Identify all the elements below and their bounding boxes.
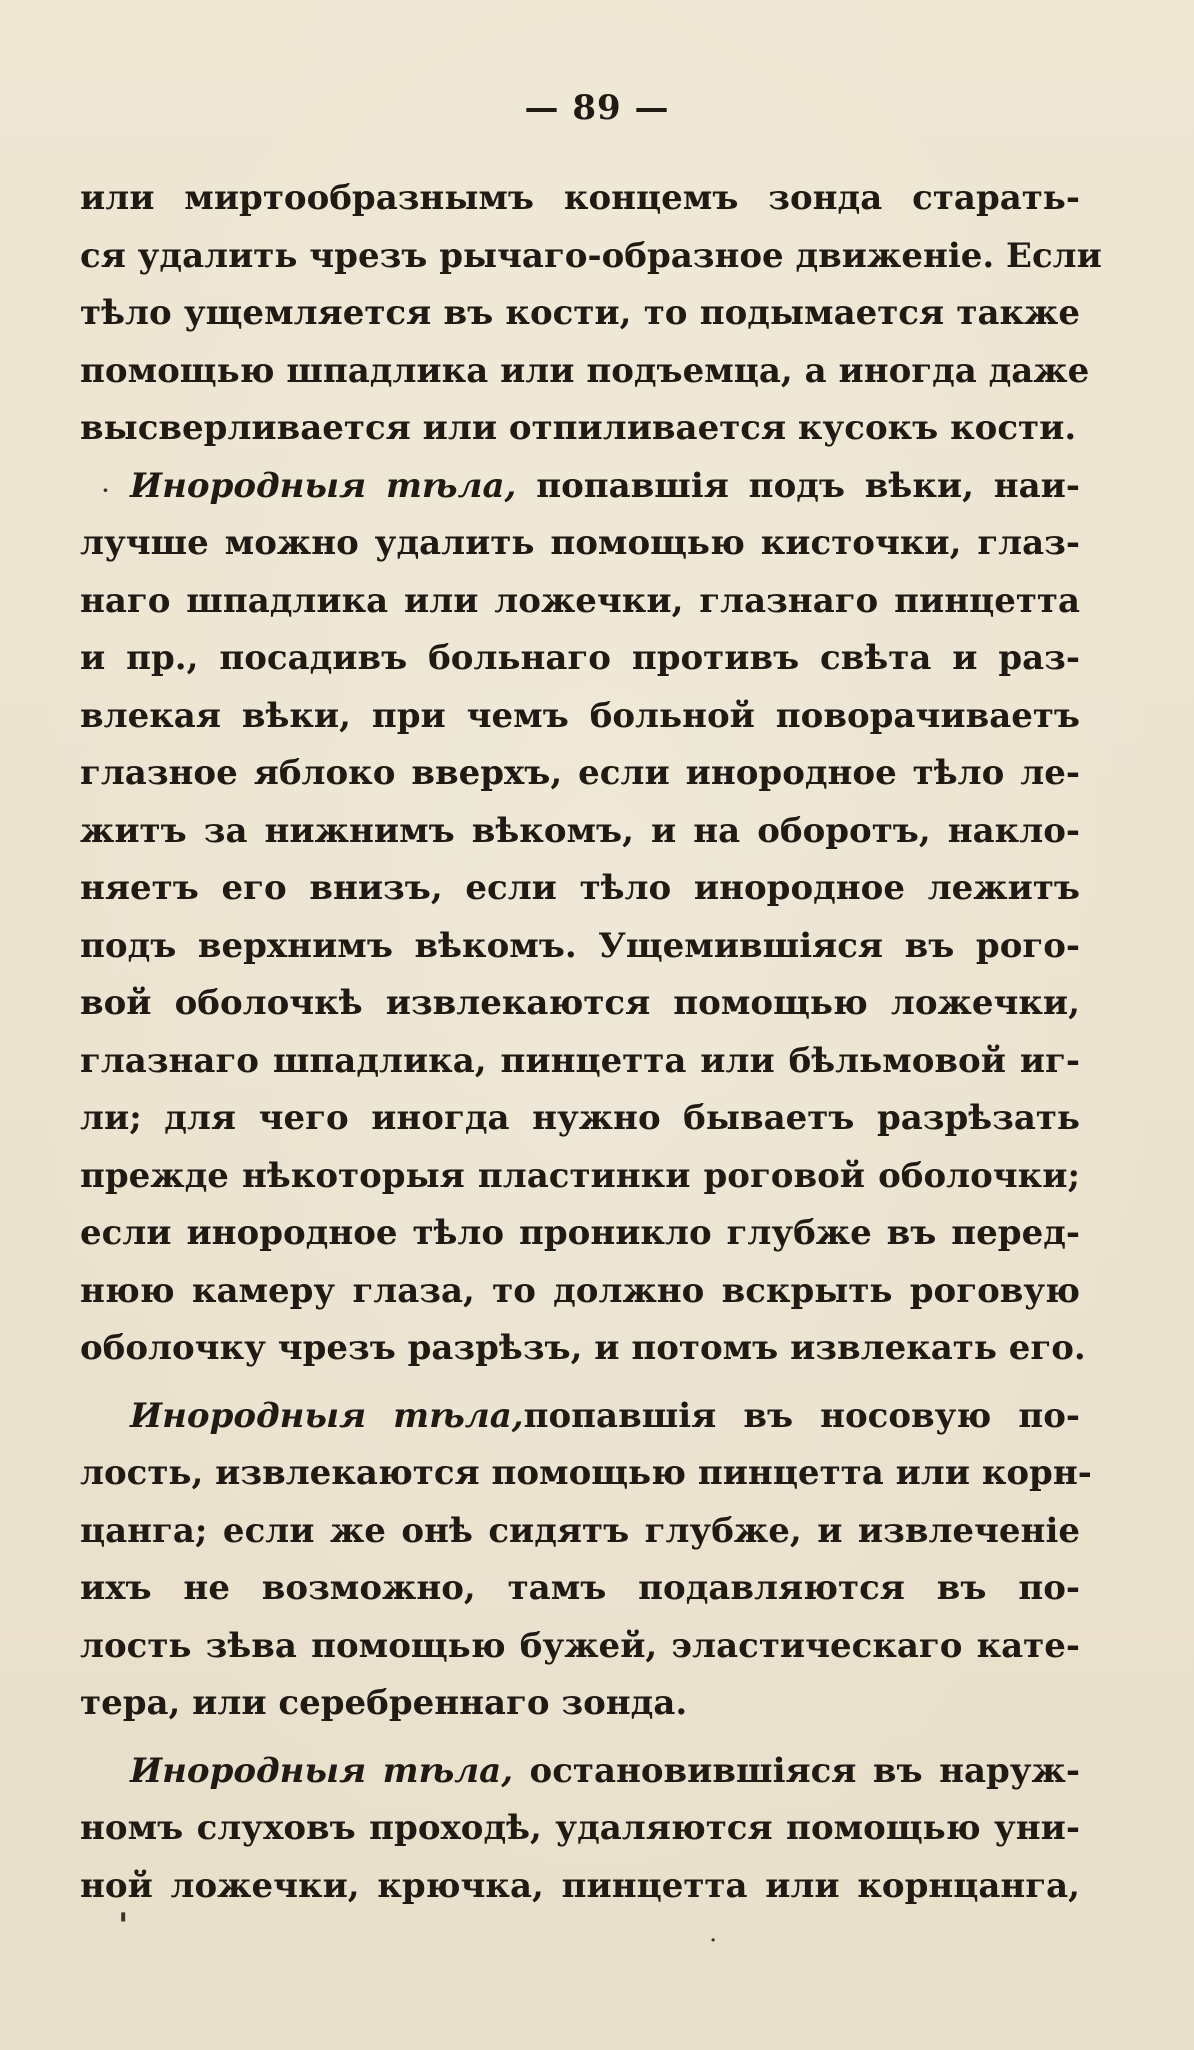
text-line: тера, или серебреннаго зонда.	[80, 1683, 688, 1723]
paragraph-start-ear	[80, 1743, 1080, 1801]
text-line: няетъ его внизъ, если тѣло инородное лежитъ	[80, 868, 1080, 908]
text-line: вой оболочкѣ извлекаются помощью ложечки,	[80, 983, 1080, 1023]
line-continuation: попавшія въ носовую по-	[523, 1395, 1080, 1436]
text-line: лучше можно удалить помощью кисточки, глаз-	[80, 523, 1080, 563]
italic-heading-eyelids: Инородныя тѣла,	[130, 465, 517, 506]
text-line: ной ложечки, крючка, пинцетта или корнцанга,	[80, 1865, 1080, 1906]
italic-heading-ear: Инородныя тѣла,	[130, 1750, 514, 1791]
stray-dot-mark-bottom: ·	[710, 1930, 717, 1951]
text-line: или миртообразнымъ концемъ зонда старать-	[80, 178, 1080, 218]
text-line: высверливается или отпиливается кусокъ кости.	[80, 408, 1077, 448]
text-line: номъ слуховъ проходѣ, удаляются помощью уни-	[80, 1808, 1080, 1848]
stray-dot-mark: ·	[102, 478, 109, 502]
text-line: ся удалить чрезъ рычаго-образное движеніе. Если	[80, 235, 1102, 276]
text-line: ли; для чего иногда нужно бываетъ разрѣзать	[80, 1098, 1080, 1138]
stray-comma-mark: '	[118, 1906, 129, 1946]
paragraph-start-nose	[80, 1388, 1080, 1446]
text-line: помощью шпадлика или подъемца, а иногда даже	[80, 350, 1090, 391]
line-continuation: остановившіяся въ наруж-	[513, 1750, 1080, 1791]
text-line: нюю камеру глаза, то должно вскрыть роговую	[80, 1270, 1080, 1311]
text-line: житъ за нижнимъ вѣкомъ, и на оборотъ, накло-	[80, 810, 1080, 851]
text-line: подъ верхнимъ вѣкомъ. Ущемившіяся въ рого-	[80, 925, 1080, 966]
text-line: если инородное тѣло проникло глубже въ перед-	[80, 1213, 1080, 1253]
text-line: лость зѣва помощью бужей, эластическаго кате-	[80, 1625, 1080, 1666]
text-line: оболочку чрезъ разрѣзъ, и потомъ извлекать его.	[80, 1328, 1086, 1368]
text-line: и пр., посадивъ больнаго противъ свѣта и раз-	[80, 638, 1080, 678]
text-line: наго шпадлика или ложечки, глазнаго пинцетта	[80, 580, 1080, 621]
line-continuation: попавшія подъ вѣки, наи-	[516, 465, 1081, 506]
text-line: ихъ не возможно, тамъ подавляются въ по-	[80, 1568, 1080, 1608]
text-line: тѣло ущемляется въ кости, то подымается также	[80, 293, 1080, 333]
paragraph-start-eyelids	[80, 458, 1080, 516]
body-text	[80, 170, 1102, 1915]
text-line: цанга; если же онѣ сидятъ глубже, и извлеченіе	[80, 1510, 1080, 1551]
text-line: прежде нѣкоторыя пластинки роговой оболочки;	[80, 1155, 1080, 1196]
text-line: глазное яблоко вверхъ, если инородное тѣло ле-	[80, 753, 1080, 793]
page-number: — 89 —	[524, 88, 670, 128]
text-line: влекая вѣки, при чемъ больной поворачиваетъ	[80, 695, 1080, 736]
text-line: глазнаго шпадлика, пинцетта или бѣльмовой иг-	[80, 1040, 1080, 1081]
italic-heading-nose: Инородныя тѣла,	[130, 1395, 524, 1436]
text-line: лость, извлекаются помощью пинцетта или корн-	[80, 1453, 1092, 1493]
